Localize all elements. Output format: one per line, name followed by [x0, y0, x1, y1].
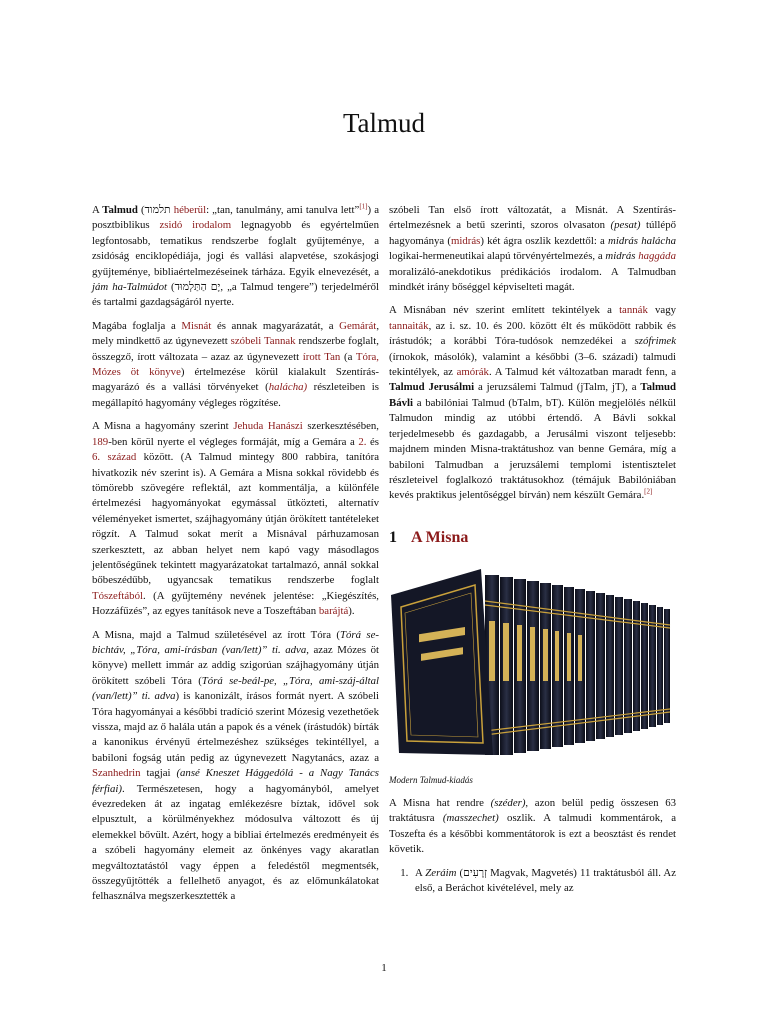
text: oszlik. A talmudi kommentárok, a Toszefta és a későbbi kommentátorok is ezt a beosztást és rendet követik.: [389, 812, 676, 856]
text: , mely mindkettő az úgynevezett: [92, 319, 380, 348]
text: ) is kanonizált, írásos formát nyert. A szóbeli Tóra hagyományai a későbbi tradíció szerint Mózesig vezethetőek vissza, majd az ő halála után a papok és a vének (írástudók) bírták a kanonikus érvényű értelmezéshez szükséges tekintéllyel, a babiloni fogság után pedig az úgynevezett Nagytanács, azaz a: [92, 690, 379, 764]
link-haggada[interactable]: haggáda: [638, 250, 676, 263]
text: , az i. sz. 10. és 200. között élt és működött rabbik és írástudók; a korábbi Tóra-tudósok nemzedékei a: [389, 319, 676, 348]
term-szofrimek: szófrimek: [634, 335, 676, 348]
text: legnagyobb és egyértelműen legfontosabb, tematikus rendszerbe foglalt gyűjteménye, a zsidóság enciklopédiája, jogi és vallási alapvetése, szokásjogi gyűjteménye, bibliaértelmezéseinek tárháza. Egyik elnevezését, a: [92, 219, 379, 278]
section-number: 1: [389, 528, 397, 546]
text: A Misnában név szerint említett tekintélyek a: [389, 304, 620, 317]
text: ) értelmezése körül kialakult Szentírás-magyarázó és a vallási törvényeket (: [92, 366, 379, 394]
term-jam-ha-talmud: jám ha-Talmúdot: [92, 281, 167, 294]
section-title[interactable]: A Misna: [411, 528, 469, 546]
list-item: [411, 866, 676, 897]
left-column: [92, 203, 379, 913]
term-talmud: Talmud: [102, 204, 138, 216]
link-tannaitak[interactable]: tannaiták: [389, 319, 429, 332]
text: (írnokok, másolók), valamint a későbbi (3–6. századi) talmudi tekintélyek, az: [389, 350, 676, 379]
right-column: [389, 203, 676, 896]
reference-2[interactable]: [2]: [644, 487, 653, 496]
term-midras: midrás: [605, 250, 639, 263]
orders-list: [389, 866, 676, 897]
text: (: [167, 281, 175, 294]
paragraph-written-oral-tora: [92, 628, 379, 905]
text: (a: [340, 350, 356, 363]
text: , azaz Mózes öt könyve) mellett immár az addig szigorúan szájhagyomány útján örökített szóbeli Tóra (: [92, 643, 379, 687]
link-tora[interactable]: Tóra, Mózes öt könyve: [92, 350, 380, 379]
term-talmud-bavli: Talmud Bávli: [389, 381, 676, 409]
text: . Természetesen, hogy a hagyományból, amelyet évezredeken át az ingatag emlékezésre bíztak, idővel sok elpusztult, a körülményekhez módosulva változott és új elemekkel bővült. Azért, hogy a bibliai értelmezés eredményeit és a szóbeli hagyomány elemeit az önkényes vagy akaratlan megváltoztatástól vagy éppen a feledéstől megmentsék, összegyűjtötték a fellelhető anyagot, és az előmunkálatokat felhasználva megszerkesztették a: [92, 782, 379, 903]
text: és annak magyarázatát, a: [211, 319, 340, 332]
link-halacha[interactable]: halácha): [268, 381, 308, 394]
link-toszefta[interactable]: Tószeftából: [92, 589, 143, 602]
text: , azon belül pedig összesen 63 traktátusra: [389, 796, 676, 825]
link-zsido-irodalom[interactable]: zsidó irodalom: [159, 219, 232, 232]
term-tora-se-beal-pe: Tórá se-beál-pe, „Tóra, ami-száj-által (van/lett)” ti. adva: [92, 674, 379, 703]
talmud-books-image: [389, 561, 676, 761]
link-misnat[interactable]: Misnát: [181, 319, 212, 332]
hebrew-text: זְרָעִים: [463, 866, 488, 879]
link-2[interactable]: 2.: [358, 435, 367, 448]
reference-1[interactable]: [1]: [359, 202, 368, 211]
hebrew-text: יָם הַתַּלְמוּד: [174, 281, 221, 294]
text: , „a Talmud tengere”) terjedelméről és tartalmi gazdagságáról nyerte.: [92, 281, 380, 309]
text: szóbeli Tan első írott változatát, a Misnát. A Szentírás-értelmezésnek a betű szerinti, szoros olvasaton: [389, 204, 676, 232]
text: Magvak, Magvetés) 11 traktátusból áll. Az első, a Beráchot kivételével, mely az: [415, 866, 676, 894]
term-talmud-jerusalmi: Talmud Jerusálmi: [389, 381, 475, 394]
text: -ben körül nyerte el végleges formáját, míg a Gemára a: [108, 435, 359, 448]
link-heberul[interactable]: héberül: [173, 204, 207, 216]
text: rendszerbe foglalt, összegző, írott változata – azaz az úgynevezett: [92, 335, 379, 363]
link-tannak[interactable]: tannák: [619, 304, 648, 317]
link-szobeli-tannak[interactable]: szóbeli Tannak: [230, 335, 296, 348]
link-irott-tan[interactable]: írott Tan: [302, 350, 341, 363]
text: között. (A Talmud mintegy 800 rabbira, tanítóra hivatkozik név szerint is). A Gemára a Misna sokkal rövidebb és tömörebb szövegére reflektál, azt kommentálja, a különféle értelmezési hagyományokat egymással ütközteti, alternatív véleményeket ismertet, szájhagyomány útján örökített tantételeket rögzít. A Talmud sokat merít a Misnával párhuzamosan szerkesztett, az abban helyet nem kapó vagy másodlagos jelentőségűnek tekintett magyarázatokat tartalmazó, annál sokkal bőbeszédűbb, ugyancsak tematikus rendszerbe foglalt: [92, 451, 379, 587]
paragraph-history: [92, 419, 379, 619]
text: : „tan, tanulmány, ami tanulva lett”: [206, 204, 360, 216]
term-szeder: (széder): [490, 796, 526, 809]
link-midras[interactable]: midrás: [450, 234, 481, 247]
term-midras-halacha: midrás halácha: [608, 234, 676, 247]
paragraph-midras: [389, 203, 676, 295]
text: logikai-hermeneutikai alapú törvényértelmezés, a: [389, 250, 606, 263]
text: a babilóniai Talmud (bTalm, bT). Külön megjelölés nélkül Talmudon mindig az utóbbi értendő. A Bávli sokkal terjedelmesebb és gazdagabb, a Jerusálmi viszont teljesebb: majdnem minden Misna-traktátushoz van benne Gemára, míg a babiloni Talmudban a jeruzsálemi templomi istentisztelet részleteivel foglalkozó traktátusokhoz (témájuk Babilóniában kevés praktikus jelentőséggel bírván) nem készült Gemára.: [389, 396, 676, 502]
term-pesat: (pesat): [610, 219, 641, 232]
text: túllépő hagyománya (: [389, 219, 676, 247]
term-tora-se-bichtav: Tórá se-bichtáv, „Tóra, ami-írásban (van/lett)” ti. adva: [92, 628, 380, 656]
text: A Misna hat rendre: [389, 796, 491, 809]
paragraph-orders: [389, 796, 676, 858]
text: a jeruzsálemi Talmud (jTalm, jT), a: [474, 381, 641, 394]
section-heading-misna: [389, 530, 676, 545]
book-spines: [485, 575, 670, 757]
link-jehuda-hanaszi[interactable]: Jehuda Hanászi: [233, 420, 303, 433]
text: A: [415, 866, 426, 879]
text: . A Talmud két változatban maradt fenn, a: [488, 366, 677, 379]
page-number: 1: [381, 962, 387, 974]
link-gemarat[interactable]: Gemárát: [339, 319, 377, 332]
term-anse-kneszet: (ansé Kneszet Hággedólá - a Nagy Tanács férfiai): [92, 767, 379, 795]
text: A: [92, 204, 103, 216]
text: A Misna, majd a Talmud születésével az írott Tóra (: [92, 628, 341, 641]
text: és: [366, 435, 379, 448]
paragraph-authorities: [389, 303, 676, 503]
link-6-szazad[interactable]: 6. század: [92, 451, 137, 464]
text: szerkesztésében,: [302, 420, 379, 433]
paragraph-intro: [92, 203, 379, 311]
text: ) a posztbiblikus: [92, 204, 379, 232]
text: (: [456, 866, 464, 879]
paragraph-misna-gemara: [92, 319, 379, 411]
text: ).: [348, 605, 355, 618]
text: tagjai: [140, 767, 177, 780]
link-szanhedrin[interactable]: Szanhedrin: [92, 767, 141, 780]
figure-caption: Modern Talmud-kiadás: [389, 774, 473, 785]
text: Magába foglalja a: [92, 319, 182, 332]
term-masszechet: (masszechet): [442, 812, 499, 825]
front-book-cover: [391, 569, 493, 755]
hebrew-text: תלמוד: [144, 204, 171, 216]
text: részleteiben is megállapító hagyomány végleges rögzítése.: [92, 381, 379, 409]
term-zeraim: Zeráim: [425, 866, 457, 879]
text: . (A gyűjtemény nevének jelentése: „Kiegészítés, Hozzáfűzés”, az egyes tanítások neve a Toszeftában: [92, 589, 379, 618]
text: A Misna a hagyomány szerint: [92, 420, 234, 433]
page-title: Talmud: [342, 108, 426, 138]
link-barajta[interactable]: barájtá: [318, 605, 349, 618]
text: moralizáló-anekdotikus prédikációs irodalom. A Talmudban mindkét irány bőséggel képviselteti magát.: [389, 265, 676, 294]
text: vagy: [647, 304, 676, 317]
text: ) két ágra oszlik kezdettől: a: [480, 234, 609, 247]
link-amorak[interactable]: amórák: [456, 366, 489, 379]
link-189[interactable]: 189: [92, 435, 109, 448]
text: (: [137, 204, 145, 216]
